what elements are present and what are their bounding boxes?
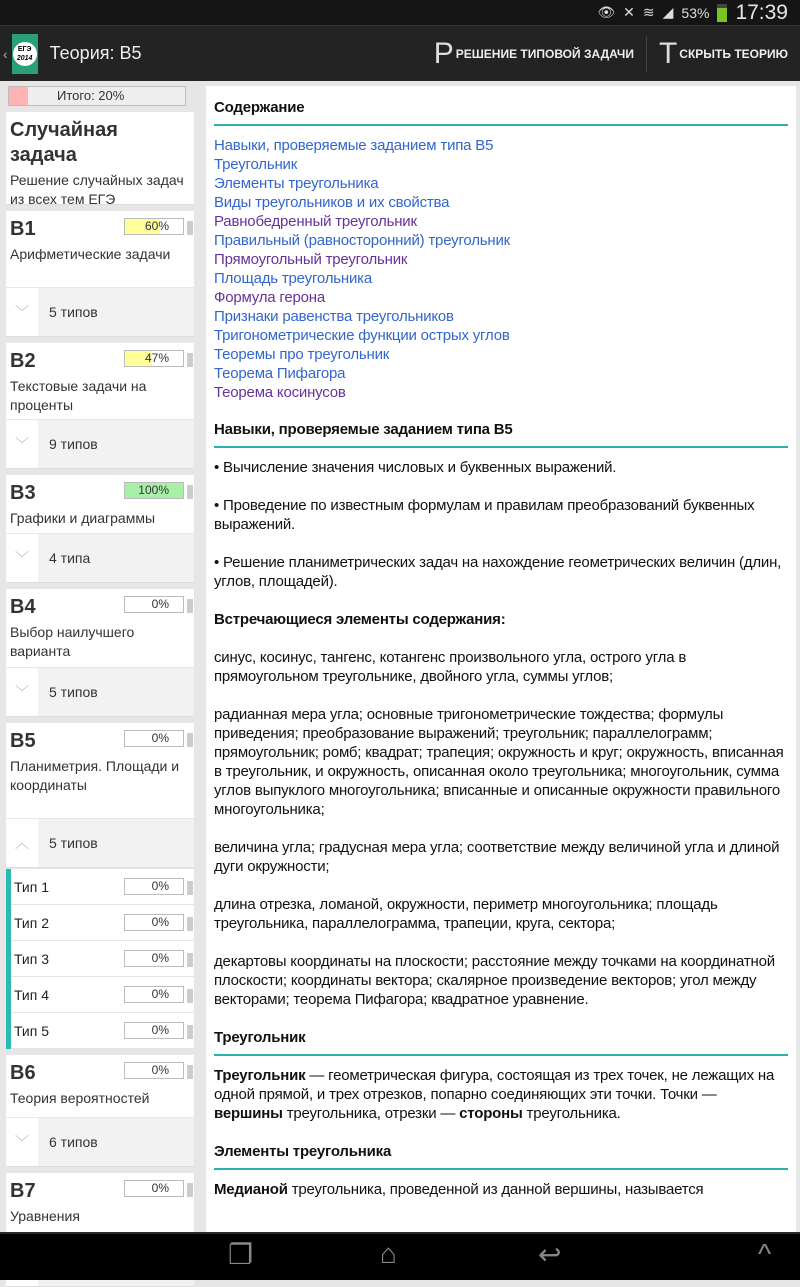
total-progress-bar: Итого: 20% [8,86,186,106]
subtype-item[interactable] [11,1013,194,1049]
signal-icon: ◢ [662,4,674,20]
text-run: треугольника, отрезки — [282,1105,460,1122]
topic-code: B3 [10,482,36,504]
types-count: 5 типов [49,835,98,851]
topic-header[interactable] [6,211,194,287]
text-run: • Проведение по известным формулам и правилам преобразований буквенных выражений. [214,497,755,533]
paragraph [214,458,788,477]
text-run: декартовы координаты на плоскости; расстояние между точками на координатной плоскости; координаты вектора; скалярное произведение векторов; угол между векторами; теорема Пифагора; квадратное уравнение. [214,953,775,1008]
topic-progress: 100% [124,482,184,499]
paragraph [214,705,788,819]
toc-link[interactable]: Виды треугольников и их свойства [214,194,450,211]
toc-link[interactable]: Треугольник [214,156,298,173]
toc-link[interactable]: Теорема Пифагора [214,365,346,382]
topic-desc: Графики и диаграммы [10,510,156,526]
topic-code: B7 [10,1180,36,1202]
bold-term: Треугольник [214,1067,306,1084]
topic-header[interactable] [6,1173,194,1237]
topic-desc: Планиметрия. Площади и координаты [10,758,180,793]
paragraph [214,1066,788,1123]
text-run: синус, косинус, тангенс, котангенс произвольного угла, острого угла в прямоугольном треугольнике, двойного угла, суммы углов; [214,649,687,685]
topic-progress: 0% [124,1062,184,1079]
expand-types-button[interactable] [6,287,194,336]
topic-progress: 0% [124,730,184,747]
topic-code: B4 [10,596,36,618]
topic-desc: Теория вероятностей [10,1090,150,1106]
bold-term: Медианой [214,1181,288,1198]
topic-card-b1[interactable] [6,211,194,337]
topic-desc: Текстовые задачи на проценты [10,378,147,413]
chevron-down-icon: ﹀ [6,420,38,468]
theory-content[interactable] [206,86,796,1232]
chevron-down-icon: ﹀ [6,668,38,716]
topic-card-b4[interactable] [6,589,194,717]
battery-percent: 53% [681,4,710,21]
text-run: треугольника. [522,1105,621,1122]
subtype-item[interactable] [11,941,194,977]
theory-icon: Т [658,36,678,70]
back-icon[interactable]: ↩ [538,1239,562,1270]
topic-header[interactable] [6,589,194,667]
topic-header[interactable] [6,723,194,818]
mute-icon: ✕ [623,4,635,20]
table-of-contents [214,136,788,402]
chevron-down-icon: ﹀ [6,288,38,336]
toc-heading: Содержание [214,98,788,126]
topic-desc: Уравнения [10,1208,80,1224]
section-heading: Элементы треугольника [214,1142,788,1170]
menu-up-icon[interactable]: ^ [758,1238,772,1269]
expand-types-button[interactable] [6,533,194,582]
chevron-down-icon: ﹀ [6,1118,38,1166]
topic-code: B2 [10,350,36,372]
subtype-label: Тип 3 [14,950,50,967]
topic-card-b2[interactable] [6,343,194,469]
subtype-progress: 0% [124,986,184,1003]
topic-code: B6 [10,1062,36,1084]
wifi-icon: ≋ [642,4,655,20]
section-heading: Треугольник [214,1028,788,1056]
random-task-desc: Решение случайных задач из всех тем ЕГЭ [10,172,184,207]
subtype-progress: 0% [124,914,184,931]
toc-link[interactable]: Теоремы про треугольник [214,346,390,363]
topic-header[interactable] [6,1055,194,1117]
paragraph [214,895,788,933]
topic-progress: 0% [124,1180,184,1197]
text-run: • Решение планиметрических задач на нахождение геометрических величин (длин, углов, площадей). [214,554,782,590]
text-run: длина отрезка, ломаной, окружности, периметр многоугольника; площадь треугольника, параллелограмма, трапеции, круга, сектора; [214,896,718,932]
toc-link[interactable]: Правильный (равносторонний) треугольник [214,232,511,249]
topic-desc: Выбор наилучшего варианта [10,624,135,659]
topic-code: B5 [10,730,36,752]
chevron-up-icon: ︿ [6,819,38,867]
clock: 17:39 [735,0,788,24]
topic-progress: 60% [124,218,184,235]
subtypes-list [6,869,194,1049]
toc-link[interactable]: Формула герона [214,289,325,306]
topic-code: B1 [10,218,36,240]
bold-term: вершины [214,1105,283,1122]
toc-link[interactable]: Навыки, проверяемые заданием типа B5 [214,137,494,154]
home-icon[interactable]: ⌂ [380,1238,397,1269]
types-count: 4 типа [49,550,91,566]
bold-term: стороны [459,1105,523,1122]
subtype-item[interactable] [11,869,194,905]
subtype-item[interactable] [11,977,194,1013]
topic-header[interactable] [6,475,194,533]
subtype-label: Тип 4 [14,986,50,1003]
subtype-progress: 0% [124,1022,184,1039]
subtype-label: Тип 1 [14,878,50,895]
expand-types-button[interactable] [6,1117,194,1166]
topic-card-b6[interactable] [6,1055,194,1167]
battery-icon [717,4,727,22]
expand-types-button[interactable] [6,818,194,867]
bold-term: Встречающиеся элементы содержания: [214,611,506,628]
paragraph [214,496,788,534]
toc-link[interactable]: Признаки равенства треугольников [214,308,454,325]
topic-header[interactable] [6,343,194,419]
topic-progress: 47% [124,350,184,367]
page-title: Теория: В5 [49,43,142,63]
solution-icon: Р [433,36,454,70]
text-run: радианная мера угла; основные тригонометрические тождества; формулы приведения; преобразование выражений; треугольник; параллелограмм; прямоугольник; ромб; квадрат; трапеция; окружность и круг; окружность, вписанная в треугольник, и окружность, описанная около треугольника; многоугольник, сумма углов выпуклого многоугольника; вписанные и описанные окружности правильного многоугольника; [214,706,784,818]
action-bar [0,25,800,81]
topic-card-b5[interactable] [6,723,194,868]
system-nav-bar [0,1232,800,1280]
app-logo[interactable]: ЕГЭ 2014 [12,34,38,74]
types-count: 6 типов [49,1134,98,1150]
paragraph [214,610,788,629]
topic-desc: Арифметические задачи [10,246,171,262]
subtype-label: Тип 5 [14,1022,50,1039]
text-run: — геометрическая фигура, состоящая из трех точек, не лежащих на одной прямой, и трех отрезков, попарно соединяющих эти точки. Точки — [214,1067,775,1103]
paragraph [214,838,788,876]
topics-sidebar[interactable] [6,86,194,1232]
random-task-card[interactable] [6,112,194,205]
random-task-title: Случайная задача [10,119,118,166]
toc-link[interactable]: Элементы треугольника [214,175,379,192]
hide-theory-button[interactable]: Т СКРЫТЬ ТЕОРИЮ [658,36,788,70]
text-run: • Вычисление значения числовых и буквенных выражений. [214,459,617,476]
toc-link[interactable]: Равнобедренный треугольник [214,213,417,230]
subtype-progress: 0% [124,950,184,967]
text-run: величина угла; градусная мера угла; соответствие между величиной угла и длиной дуги окружности; [214,839,780,875]
subtype-item[interactable] [11,905,194,941]
paragraph [214,1180,788,1199]
types-count: 5 типов [49,684,98,700]
paragraph [214,952,788,1009]
expand-types-button[interactable] [6,667,194,716]
section-heading: Навыки, проверяемые заданием типа B5 [214,420,788,448]
text-run: треугольника, проведенной из данной вершины, называется [287,1181,704,1198]
paragraph [214,553,788,591]
solve-typical-task-button[interactable]: Р РЕШЕНИЕ ТИПОВОЙ ЗАДАЧИ [433,36,634,70]
subtype-label: Тип 2 [14,914,50,931]
toc-link[interactable]: Площадь треугольника [214,270,372,287]
back-chevron-icon[interactable]: ‹ [3,45,8,62]
toc-link[interactable]: Тригонометрические функции острых углов [214,327,510,344]
paragraph [214,648,788,686]
topic-progress: 0% [124,596,184,613]
topic-card-b3[interactable] [6,475,194,583]
toc-link[interactable]: Прямоугольный треугольник [214,251,408,268]
subtype-progress: 0% [124,878,184,895]
eye-icon: 👁 [597,4,616,20]
status-bar [0,0,800,25]
expand-types-button[interactable] [6,419,194,468]
recent-apps-icon[interactable]: ❐ [228,1239,254,1270]
chevron-down-icon: ﹀ [6,534,38,582]
types-count: 5 типов [49,304,98,320]
types-count: 9 типов [49,436,98,452]
toc-link[interactable]: Теорема косинусов [214,384,346,401]
